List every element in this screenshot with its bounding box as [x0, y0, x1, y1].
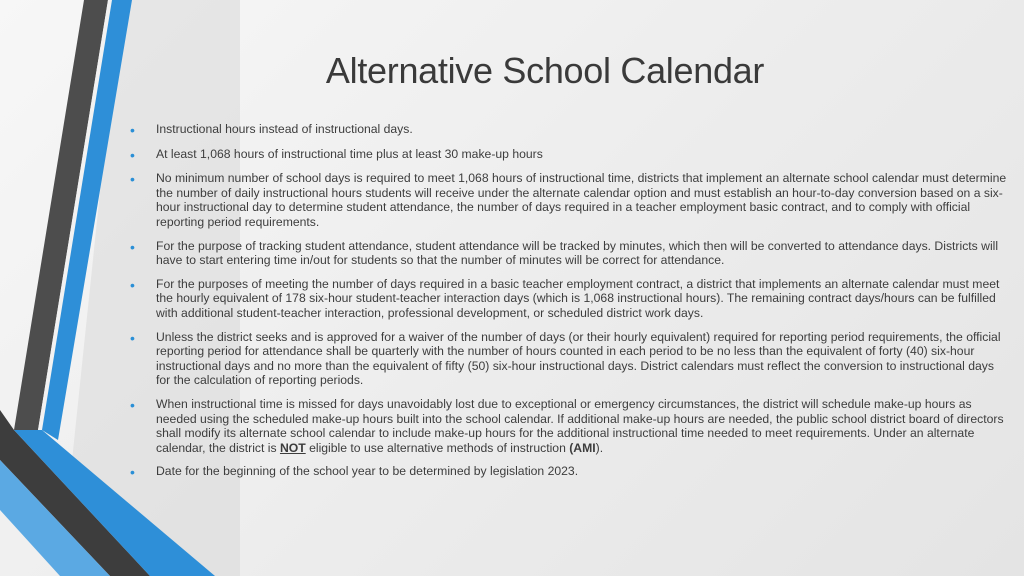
bullet-text: For the purpose of tracking student attendance, student attendance will be tracked by minutes, which then will be converted to attendance days. Districts will have to start entering time in/out for students so that the number of minutes will be correct for attendance. [156, 238, 999, 268]
bullet-text: No minimum number of school days is required to meet 1,068 hours of instructional time, districts that implement an alternate school calendar must determine the number of daily instructional hours students will receive under the alternate calendar option and must establish an hour-to-day conversion based on a six-hour instructional day to determine student attendance, the number of days required in a teacher employment basic contract, and to comply with official reporting period requirements. [156, 171, 1007, 229]
bullet-item [130, 397, 1010, 455]
bullet-text: Instructional hours instead of instructional days. [156, 122, 413, 136]
bullet-dot-icon: • [130, 396, 135, 413]
bullet-item [130, 464, 1010, 479]
bullet-text-part: eligible to use alternative methods of instruction [305, 440, 570, 455]
slide-title: Alternative School Calendar [325, 50, 765, 91]
bullet-dot-icon: • [130, 329, 135, 346]
bullet-text: Date for the beginning of the school year to be determined by legislation 2023. [156, 464, 579, 479]
bullet-dot-icon: • [130, 146, 135, 163]
bullet-dot-icon: • [130, 464, 135, 481]
bullet-item [130, 171, 1010, 229]
bullet-list [130, 122, 1010, 488]
bullet-dot-icon: • [130, 171, 135, 188]
bullet-item [130, 330, 1010, 388]
bullet-item [130, 147, 1010, 162]
emphasis-ami: (AMI [569, 440, 596, 455]
bullet-dot-icon: • [130, 238, 135, 255]
bullet-dot-icon: • [130, 276, 135, 293]
bullet-text: Unless the district seeks and is approved for a waiver of the number of days (or their hourly equivalent) required for reporting period requirements, the official reporting period for attendance shall be quarterly with the number of hours counted in each period to be no less than the equivalent of forty (40) six-hour instructional days and no more than the equivalent of fifty (50) six-hour instructional days. District calendars must reflect the conversion to instructional days for the calculation of reporting periods. [156, 329, 1001, 388]
bullet-text: For the purposes of meeting the number of days required in a basic teacher employment contract, a district that implements an alternate calendar must meet the hourly equivalent of 178 six-hour student-teacher interaction days (which is 1,068 instructional hours). The remaining contract days/hours can be fulfilled with additional student-teacher interaction, professional development, or scheduled district work days. [156, 276, 1000, 320]
emphasis-not: NOT [279, 440, 306, 455]
bullet-item [130, 122, 1010, 137]
bullet-text: At least 1,068 hours of instructional time plus at least 30 make-up hours [156, 146, 543, 161]
bullet-item [130, 239, 1010, 268]
bullet-text-part: ). [595, 440, 604, 455]
bullet-text-part: When instructional time is missed for days unavoidably lost due to exceptional or emergency circumstances, the district will schedule make-up hours as needed using the scheduled make-up hours built into the school calendar. If additional make-up hours are needed, the public school district board of directors shall modify its alternate school calendar to include make-up hours for the additional instructional time needed to meet requirements. Under an alternate calendar, the district is [156, 396, 1004, 455]
bullet-dot-icon: • [130, 122, 135, 138]
bullet-item [130, 277, 1010, 321]
